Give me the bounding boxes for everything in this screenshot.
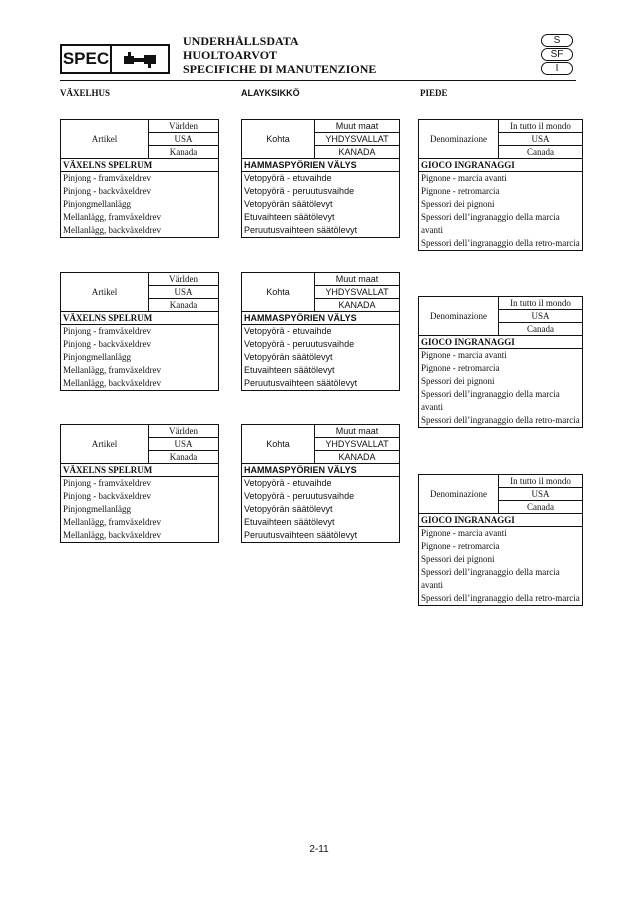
table-row: Pinjong - backväxeldrev (61, 338, 219, 351)
table-row: Mellanlägg, framväxeldrev (61, 516, 219, 529)
title-finnish: HUOLTOARVOT (183, 48, 278, 62)
title-italian: SPECIFICHE DI MANUTENZIONE (183, 62, 377, 76)
table-row: Vetopyörän säätölevyt (242, 198, 400, 211)
region-world: In tutto il mondo (499, 475, 583, 488)
table-row: Vetopyörä - etuvaihde (242, 477, 400, 491)
table-subtitle: GIOCO INGRANAGGI (419, 336, 583, 349)
item-header: Denominazione (419, 120, 499, 159)
region-canada: KANADA (315, 299, 400, 312)
table-subtitle: GIOCO INGRANAGGI (419, 159, 583, 172)
table-row: Pinjongmellanlägg (61, 503, 219, 516)
table-row: Spessori dell’ingranaggio della marcia avanti (419, 211, 583, 237)
item-header: Artikel (61, 120, 149, 159)
table-row: Vetopyörän säätölevyt (242, 351, 400, 364)
region-canada: Kanada (149, 451, 219, 464)
item-header: Denominazione (419, 297, 499, 336)
table-row: Pignone - retromarcia (419, 540, 583, 553)
table-row: Spessori dell’ingranaggio della marcia avanti (419, 388, 583, 414)
region-canada: Kanada (149, 299, 219, 312)
region-usa: USA (149, 133, 219, 146)
table-subtitle: HAMMASPYÖRIEN VÄLYS (242, 159, 400, 172)
item-header: Kohta (242, 425, 315, 464)
table-row: Vetopyörä - etuvaihde (242, 325, 400, 339)
table-row: Vetopyörä - peruutusvaihde (242, 338, 400, 351)
item-header: Denominazione (419, 475, 499, 514)
table-row: Pignone - marcia avanti (419, 527, 583, 541)
region-usa: YHDYSVALLAT (315, 438, 400, 451)
table-row: Peruutusvaihteen säätölevyt (242, 224, 400, 238)
spec-table-finnish-1 (241, 119, 400, 238)
table-row: Pignone - retromarcia (419, 185, 583, 198)
region-usa: YHDYSVALLAT (315, 133, 400, 146)
table-row: Pinjongmellanlägg (61, 198, 219, 211)
region-canada: Kanada (149, 146, 219, 159)
table-row: Spessori dell’ingranaggio della marcia avanti (419, 566, 583, 592)
item-header: Kohta (242, 273, 315, 312)
table-row: Pinjongmellanlägg (61, 351, 219, 364)
spec-table-swedish-1 (60, 119, 219, 238)
table-row: Pinjong - backväxeldrev (61, 185, 219, 198)
region-canada: KANADA (315, 451, 400, 464)
region-usa: USA (499, 310, 583, 323)
table-row: Mellanlägg, backväxeldrev (61, 377, 219, 391)
header-rule (60, 80, 576, 81)
table-subtitle: HAMMASPYÖRIEN VÄLYS (242, 312, 400, 325)
table-row: Mellanlägg, backväxeldrev (61, 529, 219, 543)
lang-badge-sf: SF (541, 48, 573, 61)
table-row: Pignone - marcia avanti (419, 172, 583, 186)
region-usa: USA (149, 286, 219, 299)
lang-badge-i: I (541, 62, 573, 75)
region-canada: KANADA (315, 146, 400, 159)
table-row: Spessori dei pignoni (419, 553, 583, 566)
item-header: Artikel (61, 425, 149, 464)
region-usa: USA (499, 488, 583, 501)
table-subtitle: VÄXELNS SPELRUM (61, 312, 219, 325)
table-row: Mellanlägg, framväxeldrev (61, 211, 219, 224)
table-row: Spessori dell’ingranaggio della retro-marcia (419, 237, 583, 251)
table-row: Pignone - marcia avanti (419, 349, 583, 363)
region-canada: Canada (499, 501, 583, 514)
table-row: Vetopyörä - etuvaihde (242, 172, 400, 186)
region-world: In tutto il mondo (499, 297, 583, 310)
section-title-swedish: VÄXELHUS (60, 88, 111, 98)
spec-table-swedish-2 (60, 272, 219, 391)
spec-table-italian-1 (418, 119, 583, 251)
table-row: Etuvaihteen säätölevyt (242, 364, 400, 377)
region-world: Världen (149, 120, 219, 133)
table-row: Mellanlägg, backväxeldrev (61, 224, 219, 238)
table-row: Spessori dei pignoni (419, 198, 583, 211)
spec-table-swedish-3 (60, 424, 219, 543)
page-number: 2-11 (309, 844, 329, 855)
spec-table-italian-2 (418, 296, 583, 428)
table-row: Vetopyörä - peruutusvaihde (242, 490, 400, 503)
table-subtitle: HAMMASPYÖRIEN VÄLYS (242, 464, 400, 477)
table-row: Spessori dei pignoni (419, 375, 583, 388)
section-title-finnish: ALAYKSIKKÖ (241, 88, 300, 98)
region-world: Världen (149, 273, 219, 286)
table-row: Peruutusvaihteen säätölevyt (242, 377, 400, 391)
item-header: Kohta (242, 120, 315, 159)
region-canada: Canada (499, 323, 583, 336)
table-row: Etuvaihteen säätölevyt (242, 211, 400, 224)
region-world: Muut maat (315, 120, 400, 133)
region-world: Muut maat (315, 425, 400, 438)
table-row: Spessori dell’ingranaggio della retro-marcia (419, 592, 583, 606)
region-world: Muut maat (315, 273, 400, 286)
section-title-italian: PIEDE (420, 88, 448, 98)
table-row: Spessori dell’ingranaggio della retro-marcia (419, 414, 583, 428)
spec-table-finnish-3 (241, 424, 400, 543)
table-row: Peruutusvaihteen säätölevyt (242, 529, 400, 543)
table-row: Mellanlägg, framväxeldrev (61, 364, 219, 377)
header-titles (183, 34, 376, 76)
region-world: Världen (149, 425, 219, 438)
table-subtitle: VÄXELNS SPELRUM (61, 159, 219, 172)
spec-badge: SPEC (60, 44, 112, 74)
region-usa: USA (149, 438, 219, 451)
wrench-icon (112, 44, 170, 74)
table-row: Pinjong - framväxeldrev (61, 477, 219, 491)
table-row: Vetopyörän säätölevyt (242, 503, 400, 516)
table-row: Pinjong - framväxeldrev (61, 325, 219, 339)
region-world: In tutto il mondo (499, 120, 583, 133)
region-usa: YHDYSVALLAT (315, 286, 400, 299)
table-subtitle: GIOCO INGRANAGGI (419, 514, 583, 527)
table-row: Etuvaihteen säätölevyt (242, 516, 400, 529)
table-subtitle: VÄXELNS SPELRUM (61, 464, 219, 477)
lang-badge-s: S (541, 34, 573, 47)
table-row: Pinjong - framväxeldrev (61, 172, 219, 186)
spec-table-italian-3 (418, 474, 583, 606)
table-row: Pinjong - backväxeldrev (61, 490, 219, 503)
table-row: Pignone - retromarcia (419, 362, 583, 375)
title-swedish: UNDERHÅLLSDATA (183, 34, 299, 48)
region-usa: USA (499, 133, 583, 146)
item-header: Artikel (61, 273, 149, 312)
region-canada: Canada (499, 146, 583, 159)
table-row: Vetopyörä - peruutusvaihde (242, 185, 400, 198)
spec-table-finnish-2 (241, 272, 400, 391)
